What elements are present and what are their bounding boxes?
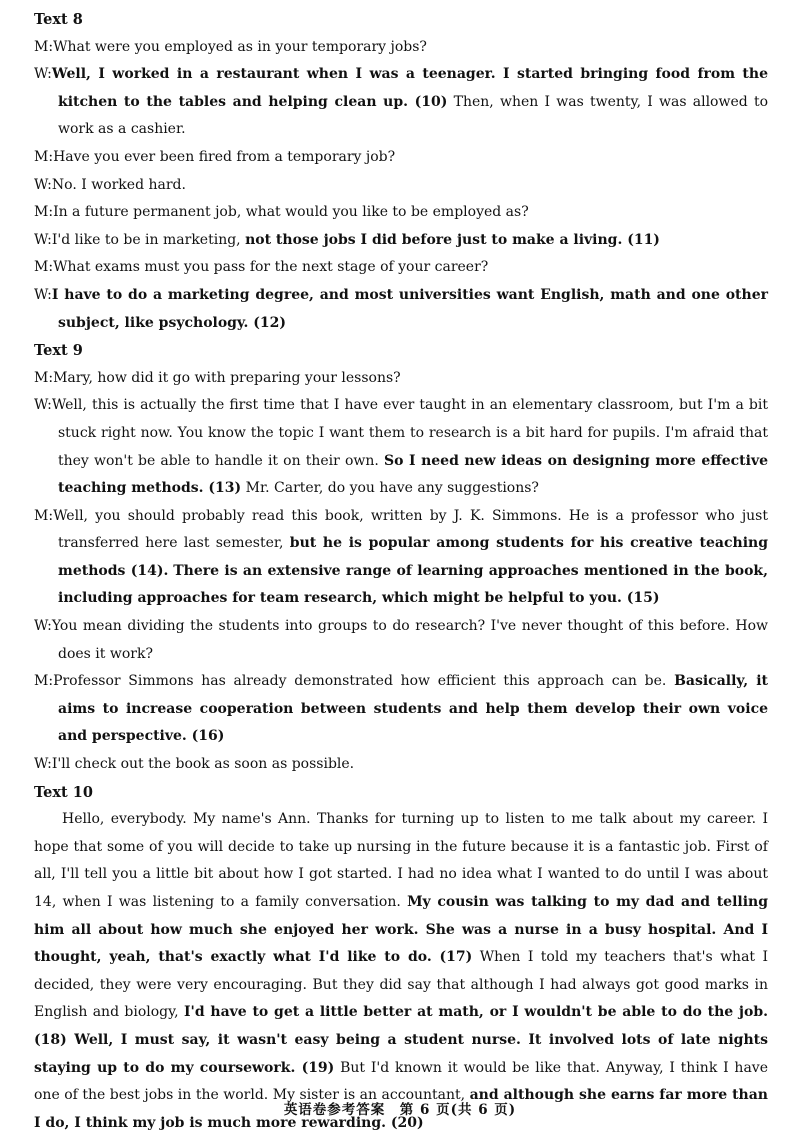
dialogue-line xyxy=(34,282,768,337)
section-heading: Text 10 xyxy=(34,783,93,801)
dialogue-line xyxy=(34,668,768,751)
dialogue-list xyxy=(34,365,768,779)
dialogue-line xyxy=(34,613,768,668)
dialogue-line xyxy=(34,34,768,62)
answer-key-text: Well, I worked in a restaurant when I was a teenager. I started bringing food from the kitchen to the tables and helping clean up. (10) xyxy=(51,66,768,110)
speaker-label: W: xyxy=(34,286,52,303)
section-text-10 xyxy=(34,779,768,1137)
speaker-label: M: xyxy=(34,148,54,165)
section-heading: Text 8 xyxy=(34,11,83,28)
page-footer: 英语卷参考答案 第 6 页(共 6 页) xyxy=(283,1102,517,1118)
dialogue-line xyxy=(34,144,768,172)
speaker-label: M: xyxy=(34,507,54,524)
section-text-9 xyxy=(34,337,768,779)
speaker-label: W: xyxy=(34,618,52,635)
line-text: Have you ever been fired from a temporary job? xyxy=(53,148,396,165)
line-text: What exams must you pass for the next stage of your career? xyxy=(53,259,489,276)
line-text: Mary, how did it go with preparing your lessons? xyxy=(53,369,401,386)
speaker-label: M: xyxy=(34,673,54,690)
dialogue-line xyxy=(34,61,768,144)
answer-key-text: So I need new ideas on designing more effective teaching methods. (13) xyxy=(58,452,769,497)
answer-key-text: but he is popular among students for his creative teaching methods (14). xyxy=(58,535,768,579)
line-text: Mr. Carter, do you have any suggestions? xyxy=(241,480,539,497)
answer-key-text: and although she earns far more than I do, I think my job is much more rewarding. (20) xyxy=(34,1087,768,1131)
line-text: I'll check out the book as soon as possible. xyxy=(51,756,355,773)
line-text: I'd like to be in marketing, xyxy=(51,231,246,248)
dialogue-line xyxy=(34,392,768,502)
speaker-label: W: xyxy=(34,397,52,414)
line-text: You mean dividing the students into groups to do research? I've never thought of this before. How does it work? xyxy=(51,618,768,662)
dialogue-line xyxy=(34,254,768,282)
speaker-label: M: xyxy=(34,369,54,386)
answer-key-text: There is an extensive range of learning approaches mentioned in the book, including approaches for team research, which might be helpful to you. (15) xyxy=(58,562,769,607)
dialogue-line xyxy=(34,751,768,779)
answer-key-text: not those jobs I did before just to make a living. (11) xyxy=(245,231,660,248)
section-text-8 xyxy=(34,6,768,337)
dialogue-line xyxy=(34,199,768,227)
speaker-label: M: xyxy=(34,204,54,221)
line-text: Professor Simmons has already demonstrated how efficient this approach can be. xyxy=(53,673,675,690)
line-text: Well, this is actually the first time that I have ever taught in an elementary classroom, but I'm a bit stuck right now. You know the topic I want them to research is a bit hard for pupils. I'm afraid that they won't be able to handle it on their own. xyxy=(51,397,768,469)
paragraph-text: Hello, everybody. My name's Ann. Thanks for turning up to listen to me talk about my career. I hope that some of you will decide to take up nursing in the future because it is a fantastic job. First of all, I'll tell you a little bit about how I got started. I had no idea what I wanted to do until I was about 14, when I was listening to a family conversation. xyxy=(34,811,768,910)
speaker-label: M: xyxy=(34,259,54,276)
line-text: Well, you should probably read this book, written by J. K. Simmons. He is a professor who just transferred here last semester, xyxy=(53,507,768,552)
speaker-label: W: xyxy=(34,66,52,83)
dialogue-line xyxy=(34,365,768,393)
dialogue-line xyxy=(34,227,768,255)
dialogue-line xyxy=(34,503,768,613)
dialogue-line xyxy=(34,172,768,200)
paragraph-text: When I told my teachers that's what I decided, they were very encouraging. But they did say that although I had always got good marks in English and biology, xyxy=(34,949,768,1021)
line-text: Then, when I was twenty, I was allowed to work as a cashier. xyxy=(58,93,768,138)
answer-key-text: Basically, it aims to increase cooperation between students and help them develop their own voice and perspective. (16) xyxy=(58,673,768,745)
answer-document xyxy=(34,6,768,1137)
answer-key-text: My cousin was talking to my dad and telling him all about how much she enjoyed her work. She was a nurse in a busy hospital. And I thought, yeah, that's exactly what I'd like to do. (17) xyxy=(34,894,768,966)
answer-key-text: I'd have to get a little better at math, or I wouldn't be able to do the job. (18) Well, I must say, it wasn't easy being a student nurse. It involved lots of late nights staying up to do my coursework. (19) xyxy=(34,1004,768,1076)
section-heading: Text 9 xyxy=(34,342,83,360)
speaker-label: W: xyxy=(34,756,52,773)
speaker-label: M: xyxy=(34,38,54,55)
monologue-paragraph xyxy=(34,806,768,1137)
line-text: No. I worked hard. xyxy=(51,176,186,193)
dialogue-list xyxy=(34,34,768,338)
line-text: What were you employed as in your temporary jobs? xyxy=(53,38,427,55)
answer-key-text: I have to do a marketing degree, and most universities want English, math and one other subject, like psychology. (12) xyxy=(51,286,768,331)
paragraph-text: But I'd known it would be like that. Anyway, I think I have one of the best jobs in the world. My sister is an accountant, xyxy=(34,1059,768,1104)
line-text: In a future permanent job, what would you like to be employed as? xyxy=(53,204,529,221)
speaker-label: W: xyxy=(34,231,52,248)
speaker-label: W: xyxy=(34,176,52,193)
